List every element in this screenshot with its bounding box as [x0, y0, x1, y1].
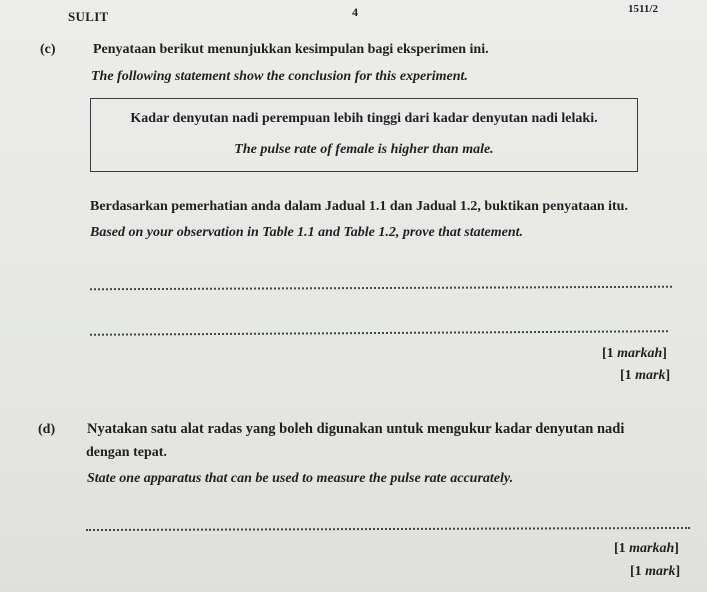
question-c-intro-en: The following statement show the conclusion for this experiment. [91, 69, 468, 84]
marks-c-ms-close: ] [662, 346, 667, 361]
answer-line-c2[interactable] [90, 330, 668, 336]
marks-c-ms [602, 346, 667, 362]
marks-d-ms-close: ] [674, 541, 679, 556]
question-c-label: (c) [40, 42, 56, 57]
question-c-prompt-en: Based on your observation in Table 1.1 and Table 1.2, prove that statement. [90, 225, 523, 240]
marks-d-en-word: mark [645, 564, 676, 579]
marks-d-en-open: [1 [630, 564, 646, 579]
conclusion-statement-en: The pulse rate of female is higher than male. [234, 142, 494, 157]
conclusion-box [90, 98, 638, 172]
marks-d-ms-open: [1 [614, 541, 630, 556]
question-d-label: (d) [38, 422, 56, 437]
header-confidential: SULIT [68, 9, 109, 24]
answer-line-c1[interactable] [90, 286, 672, 291]
marks-d-en-close: ] [675, 564, 681, 579]
conclusion-statement-ms: Kadar denyutan nadi perempuan lebih tinggi dari kadar denyutan nadi lelaki. [130, 111, 598, 126]
paper-code: 1511/2 [628, 3, 658, 15]
marks-d-ms-word: markah [629, 541, 675, 556]
question-d-prompt-en: State one apparatus that can be used to measure the pulse rate accurately. [87, 471, 514, 486]
marks-c-en-close: ] [665, 368, 671, 383]
marks-c-en-word: mark [635, 368, 666, 383]
marks-d-ms [614, 541, 679, 557]
marks-c-ms-word: markah [617, 346, 663, 361]
page-number: 4 [352, 5, 358, 19]
answer-line-d1[interactable] [86, 527, 690, 531]
question-d-line2-ms: dengan tepat. [86, 445, 167, 460]
marks-c-ms-open: [1 [602, 346, 618, 361]
marks-c-en-open: [1 [620, 368, 636, 383]
marks-d-en [630, 564, 680, 580]
question-c-intro-ms: Penyataan berikut menunjukkan kesimpulan bagi eksperimen ini. [93, 42, 489, 57]
marks-c-en [620, 368, 670, 384]
question-c-prompt-ms: Berdasarkan pemerhatian anda dalam Jadual 1.1 dan Jadual 1.2, buktikan penyataan itu. [90, 199, 628, 214]
question-d-line1-ms: Nyatakan satu alat radas yang boleh digunakan untuk mengukur kadar denyutan nadi [87, 421, 625, 437]
